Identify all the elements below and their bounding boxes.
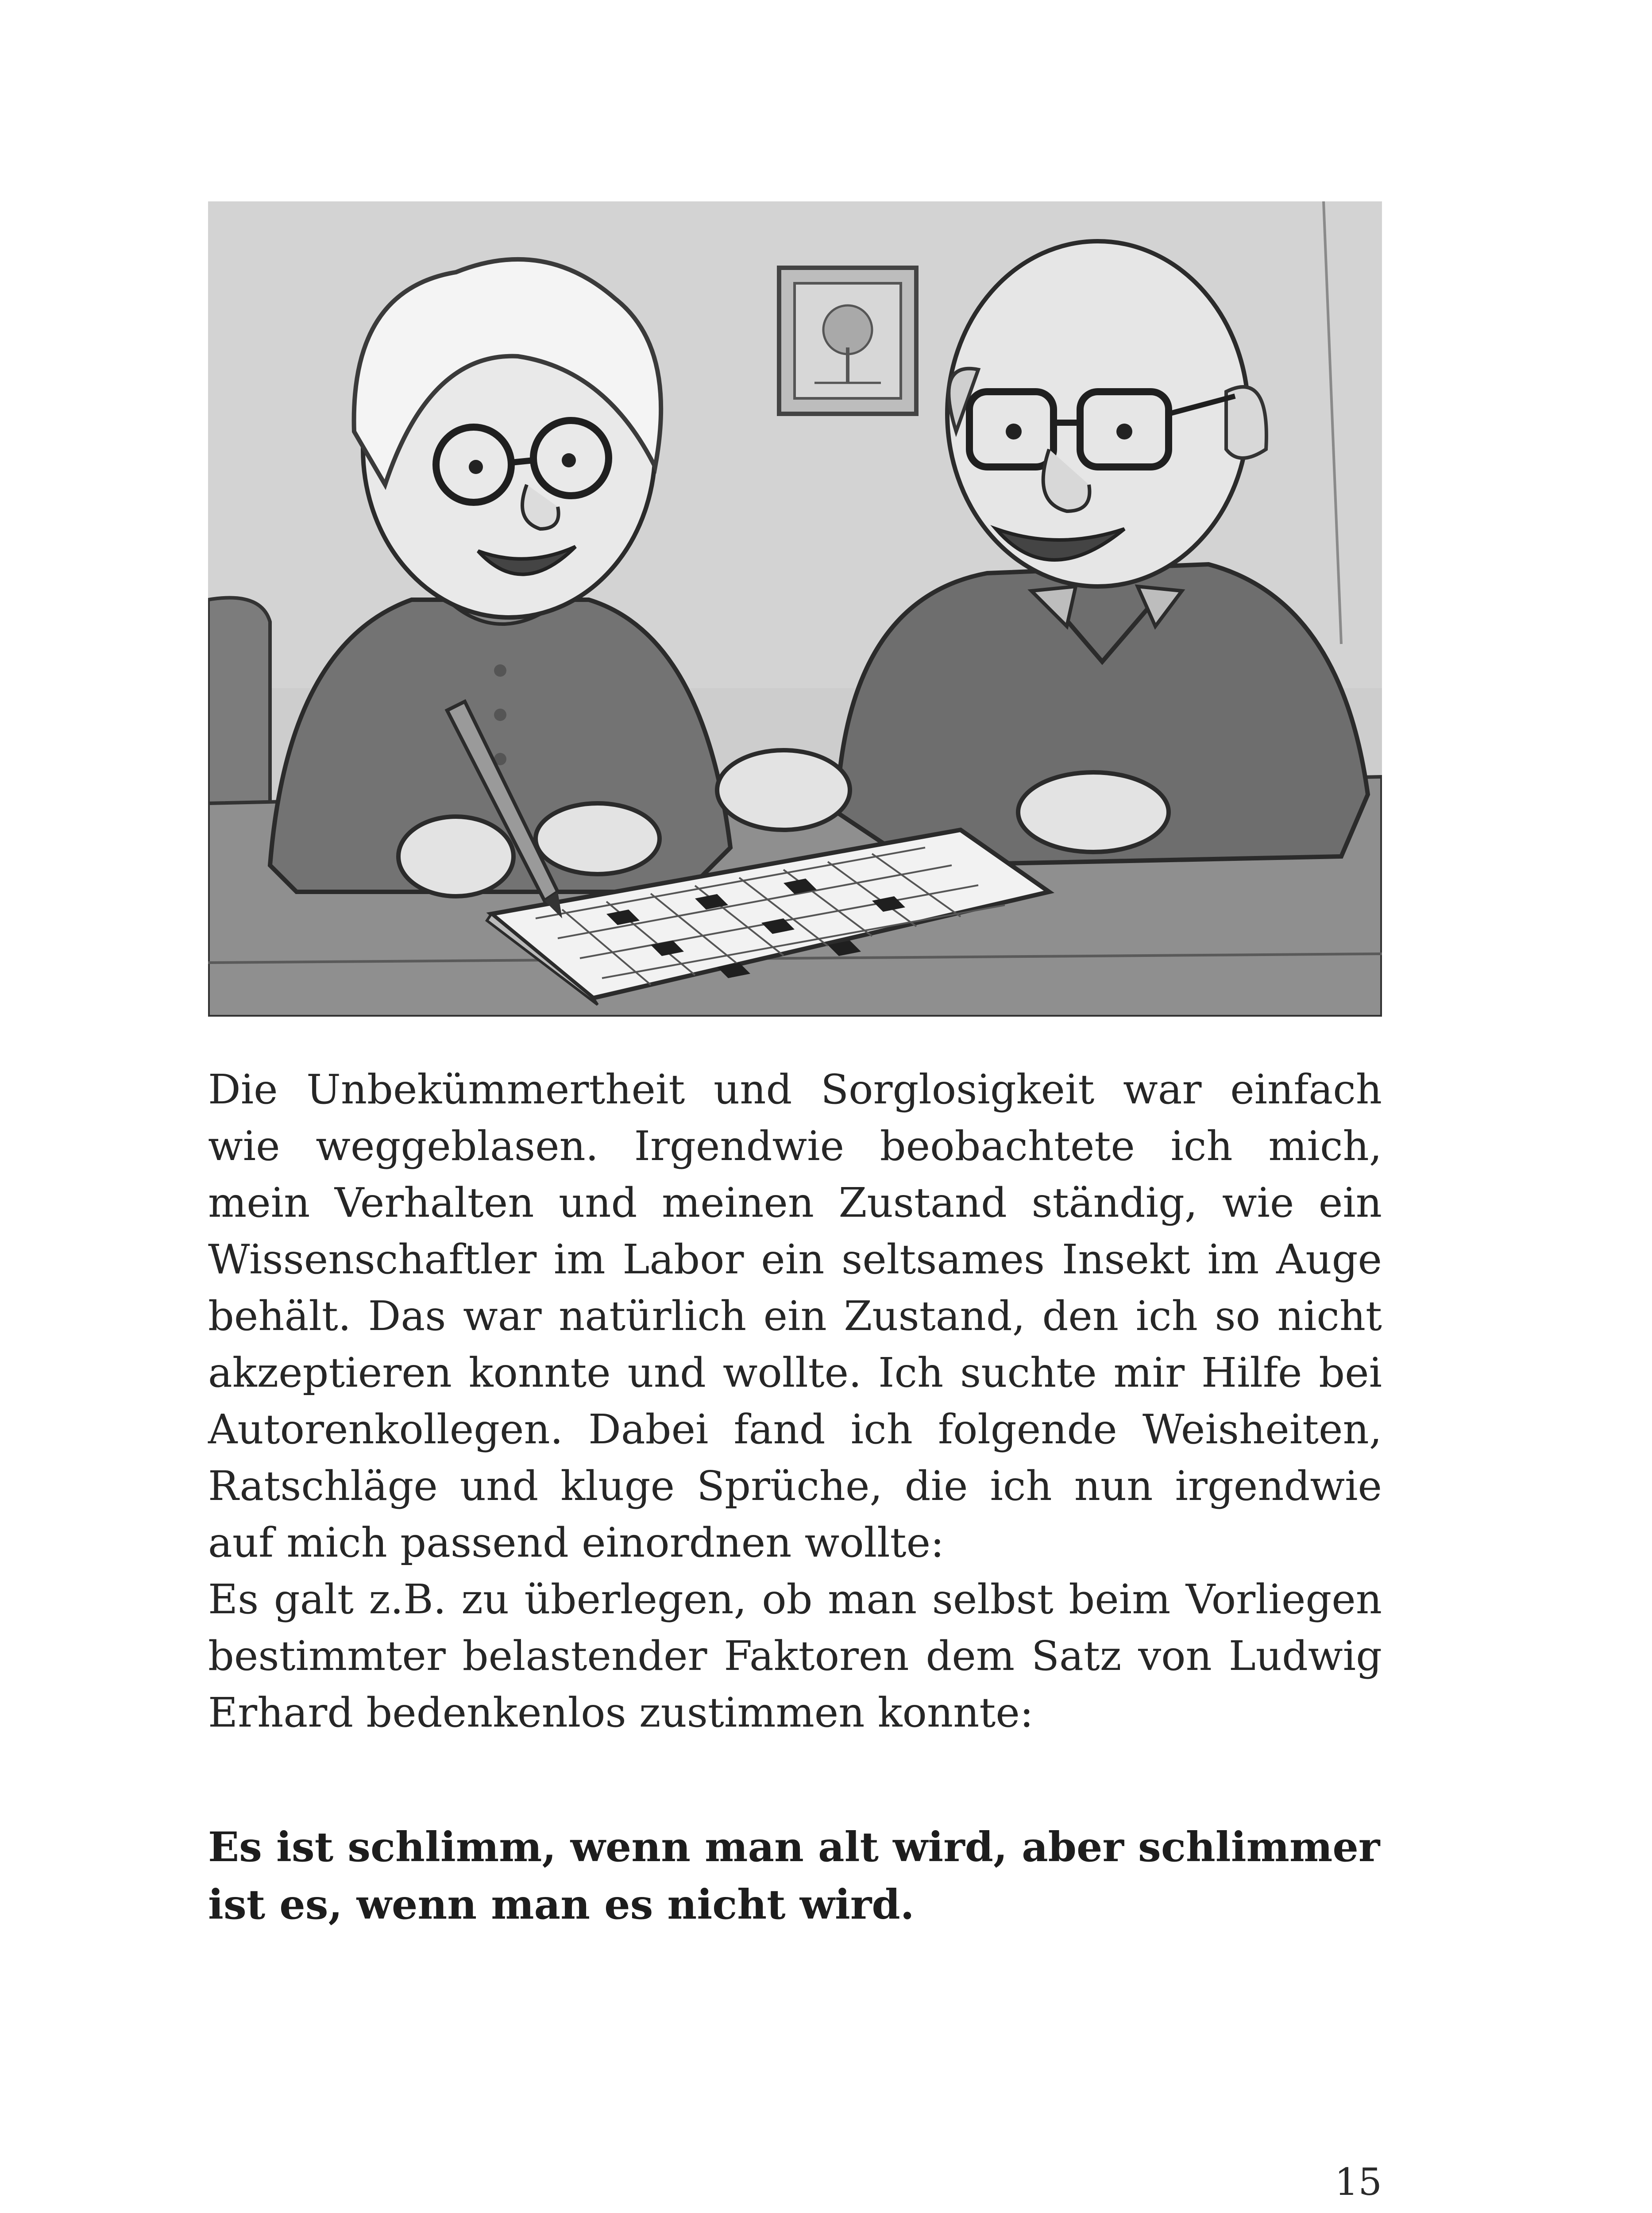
highlighted-quote: Es ist schlimm, wenn man alt wird, aber schlimmer ist es, wenn man es nicht wird. xyxy=(208,1823,1380,1928)
body-text xyxy=(208,1061,1382,1741)
illustration-image xyxy=(208,201,1382,1017)
paragraph: Die Unbekümmertheit und Sorglosigkeit war einfach wie weggeblasen. Irgendwie beobachtete ich mich, mein Verhalten und meinen Zustand ständig, wie ein Wissenschaftler im Labor ein seltsames Insekt im Auge behält. Das war natürlich ein Zustand, den ich so nicht akzeptieren konnte und wollte. Ich suchte mir Hilfe bei Autorenkollegen. Dabei fand ich folgende Weisheiten, Ratschläge und kluge Sprüche, die ich nun irgendwie auf mich passend einordnen wollte: xyxy=(208,1066,1382,1566)
paragraph: Es galt z.B. zu überlegen, ob man selbst beim Vorliegen bestimmter belastender Faktoren dem Satz von Ludwig Erhard bedenkenlos zustimmen konnte: xyxy=(208,1576,1382,1736)
wall-picture-icon xyxy=(779,268,916,414)
page-number: 15 xyxy=(1335,2160,1382,2204)
crossword-couple-illustration xyxy=(208,201,1382,1017)
